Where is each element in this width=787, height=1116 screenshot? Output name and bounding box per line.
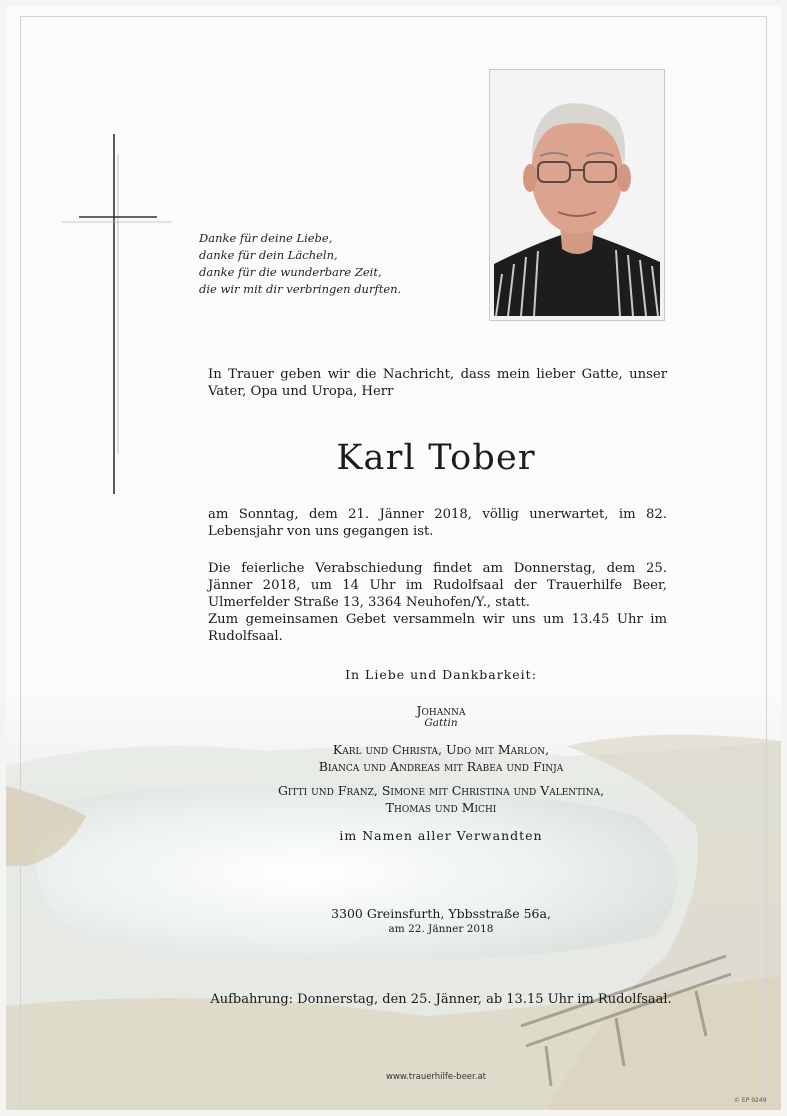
cross-icon [62, 134, 172, 494]
portrait-photo-frame [489, 69, 665, 321]
poem [199, 230, 459, 298]
product-code: © EP 9249 [734, 1097, 767, 1104]
intro-text: In Trauer geben wir die Nachricht, dass mein lieber Gatte, unser Vater, Opa und Uropa, Herr [208, 367, 667, 399]
prayer-text: Zum gemeinsamen Gebet versammeln wir uns um 13.45 Uhr im Rudolfsaal. [208, 612, 667, 644]
obituary-sheet [6, 6, 781, 1110]
family-line: Karl und Christa, Udo mit Marlon, [332, 742, 550, 757]
viewing-notice: Aufbahrung: Donnerstag, den 25. Jänner, ab 13.15 Uhr im Rudolfsaal. [210, 992, 672, 1007]
family-line: Bianca und Andreas mit Rabea und Finja [318, 759, 564, 774]
ceremony-text: Die feierliche Verabschiedung findet am Donnerstag, dem 25. Jänner 2018, um 14 Uhr im Rudolfsaal der Trauerhilfe Beer, Ulmerfelder Straße 13, 3364 Neuhofen/Y., statt. [208, 561, 667, 610]
family-wife-name: Johanna [416, 703, 466, 718]
death-notice: am Sonntag, dem 21. Jänner 2018, völlig unerwartet, im 82. Lebensjahr von uns gegangen ist. [208, 507, 667, 539]
thanks-heading: In Liebe und Dankbarkeit: [345, 667, 537, 682]
date-line: am 22. Jänner 2018 [388, 923, 494, 935]
relatives-line: im Namen aller Verwandten [339, 828, 543, 843]
family-line: Gitti und Franz, Simone mit Christina und Valentina, [277, 783, 605, 798]
portrait-photo [494, 74, 660, 316]
address: 3300 Greinsfurth, Ybbsstraße 56a, [331, 906, 551, 921]
poem-line: danke für dein Lächeln, [199, 248, 338, 262]
deceased-name: Karl Tober [336, 438, 536, 478]
family-line: Thomas und Michi [385, 800, 497, 815]
family-wife-role: Gattin [424, 717, 458, 729]
poem-line: danke für die wunderbare Zeit, [199, 265, 382, 279]
poem-line: Danke für deine Liebe, [199, 231, 333, 245]
poem-line: die wir mit dir verbringen durften. [199, 282, 402, 296]
website-link[interactable]: www.trauerhilfe-beer.at [386, 1072, 486, 1082]
